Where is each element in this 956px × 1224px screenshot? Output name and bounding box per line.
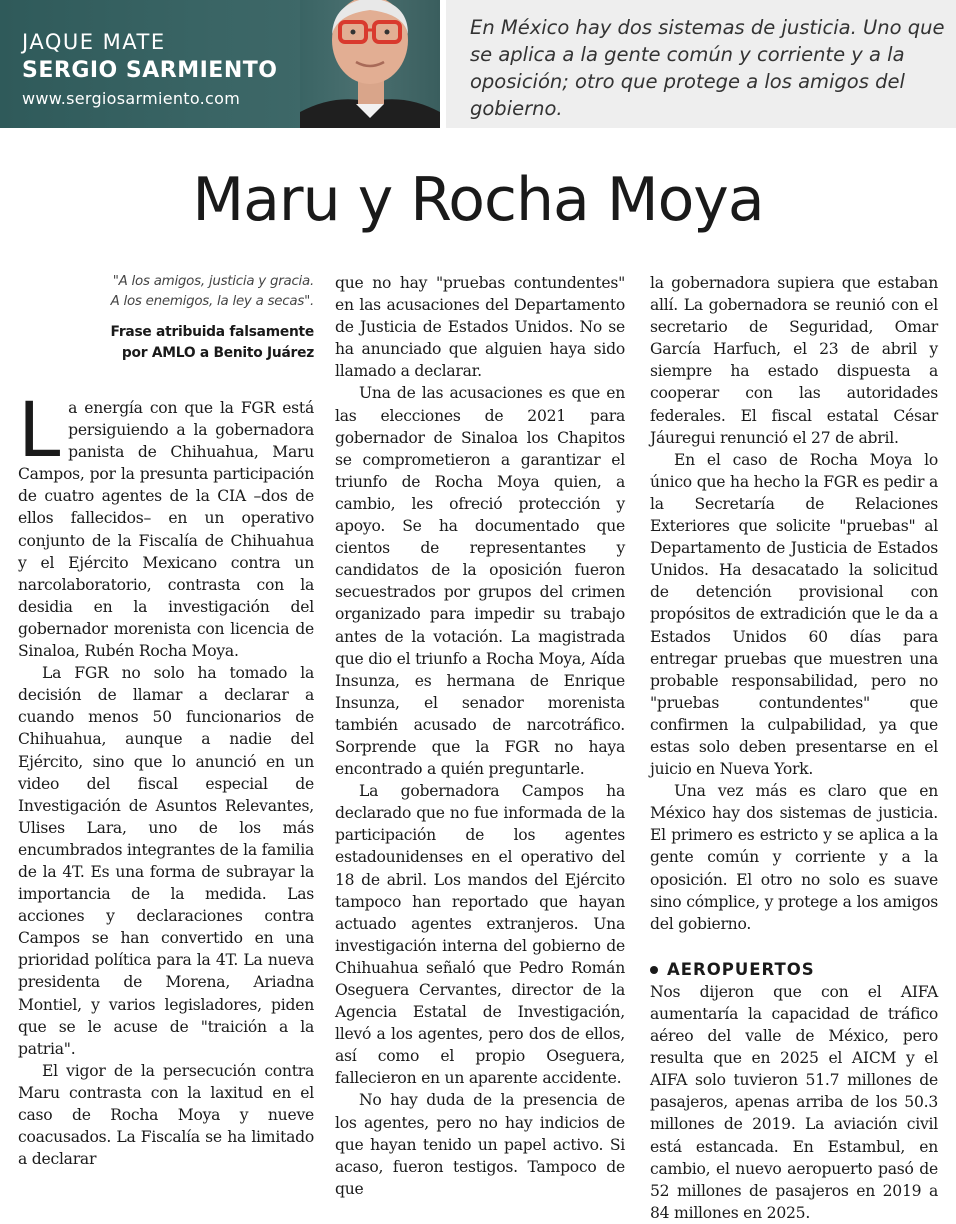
article-paragraph: La gobernadora Campos ha declarado que no fue informada de la participación de los agentes estadounidenses en el operativo del 18 de abril. Los mandos del Ejército tampoco han reportado que hayan actuado agentes extranjeros. Una investigación interna del gobierno de Chihuahua señaló que Pedro Román Oseguera Cervantes, director de la Agencia Estatal de Investigación, llevó a los agentes, pero dos de ellos, así como el propio Oseguera, fallecieron en un aparente accidente. [335,782,625,1088]
drop-cap: L [18,385,61,474]
epigraph-line: "A los amigos, justicia y gracia. [112,274,314,289]
bullet-icon [650,966,658,974]
epigraph [18,272,314,312]
paragraph-text: a energía con que la FGR está persiguiendo a la gobernadora panista de Chihuahua, Maru Campos, por la presunta participación de cuatro agentes de la CIA –dos de ellos fallecidos– en un operativo conjunto de la Fiscalía de Chihuahua y el Ejército Mexicano contra un narcolaboratorio, contrasta con la desidia en la investigación del gobernador morenista con licencia de Sinaloa, Rubén Rocha Moya. [18,399,314,661]
epigraph-line: A los enemigos, la ley a secas". [110,294,314,309]
column-header [0,0,956,128]
section-paragraph: Nos dijeron que con el AIFA aumentaría la capacidad de tráfico aéreo del valle de México, pero resulta que en 2025 el AICM y el AIFA solo tuvieron 51.7 millones de pasajeros, apenas arriba de los 50.3 millones de 2019. La aviación civil está estancada. En Estambul, en cambio, el nuevo aeropuerto pasó de 52 millones de pasajeros en 2019 a 84 millones en 2025. [650,982,938,1222]
attribution-line: por AMLO a Benito Juárez [121,345,314,361]
article-paragraph: Una vez más es claro que en México hay dos sistemas de justicia. El primero es estricto y se aplica a la gente común y corriente y a la oposición. El otro no solo es suave sino cómplice, y protege a los amigos del gobierno. [650,782,938,933]
pull-quote-box [440,0,956,128]
author-name: SERGIO SARMIENTO [22,58,278,83]
attribution-line: Frase atribuida falsamente [110,324,314,340]
article-paragraph [18,385,314,662]
article-paragraph: que no hay "pruebas contundentes" en las acusaciones del Departamento de Justicia de Estados Unidos. No se ha anunciado que alguien haya sido llamado a declarar. [335,274,625,381]
article-column-3 [650,272,938,1224]
article-paragraph: la gobernadora supiera que estaban allí. La gobernadora se reunió con el secretario de Seguridad, Omar García Harfuch, el 23 de abril y siempre ha estado dispuesta a cooperar con las autoridades federales. El fiscal estatal César Jáuregui renunció el 27 de abril. [650,274,938,447]
article-column-1 [18,272,314,1170]
pull-quote: En México hay dos sistemas de justicia. Uno que se aplica a la gente común y corriente y a la oposición; otro que protege a los amigos del gobierno. [470,16,945,120]
article-paragraph: En el caso de Rocha Moya lo único que ha hecho la FGR es pedir a la Secretaría de Relaciones Exteriores que solicite "pruebas" al Departamento de Justicia de Estados Unidos. Ha desacatado la solicitud de detención provisional con propósitos de extradición que le da a Estados Unidos 60 días para entregar pruebas que muestren una probable responsabilidad, pero no "pruebas contundentes" que confirmen la culpabilidad, ya que estas solo deben presentarse en el juicio en Nueva York. [650,450,938,779]
article-paragraph: La FGR no solo ha tomado la decisión de llamar a declarar a cuando menos 50 funcionarios de Chihuahua, aunque a nadie del Ejército, sino que lo anunció en un video del fiscal especial de Investigación de Asuntos Relevantes, Ulises Lara, uno de los más encumbrados integrantes de la familia de la 4T. Es una forma de subrayar la importancia de la medida. Las acciones y declaraciones contra Campos se han convertido en una prioridad política para la 4T. La nueva presidenta de Morena, Ariadna Montiel, y varios legisladores, piden que se le acuse de "traición a la patria". [18,664,314,1058]
article-paragraph: El vigor de la persecución contra Maru contrasta con la laxitud en el caso de Rocha Moya y nueve coacusados. La Fiscalía se ha limitado a declarar [18,1061,314,1169]
article-title: Maru y Rocha Moya [192,165,764,235]
author-website: www.sergiosarmiento.com [22,89,241,108]
section-heading-text: AEROPUERTOS [667,959,815,979]
article-paragraph: Una de las acusaciones es que en las elecciones de 2021 para gobernador de Sinaloa los Chapitos se comprometieron a garantizar el triunfo de Rocha Moya quien, a cambio, les ofreció protección y apoyo. Se ha documentado que cientos de representantes y candidatos de la oposición fueron secuestrados por grupos del crimen organizado para impedir su trabajo antes de la votación. La magistrada que dio el triunfo a Rocha Moya, Aída Insunza, es hermana de Enrique Insunza, el senador morenista también acusado de narcotráfico. Sorprende que la FGR no haya encontrado a quién preguntarle. [335,384,625,779]
column-name: JAQUE MATE [22,30,166,54]
byline-panel [0,0,310,128]
epigraph-attribution [18,322,314,364]
section-heading [650,959,938,981]
article-paragraph: No hay duda de la presencia de los agentes, pero no hay indicios de que hayan tenido un papel activo. Si acaso, fueron testigos. Tampoco de que [335,1091,625,1198]
author-photo [300,0,440,128]
author-portrait-image [300,0,440,128]
article-column-2 [335,272,625,1200]
